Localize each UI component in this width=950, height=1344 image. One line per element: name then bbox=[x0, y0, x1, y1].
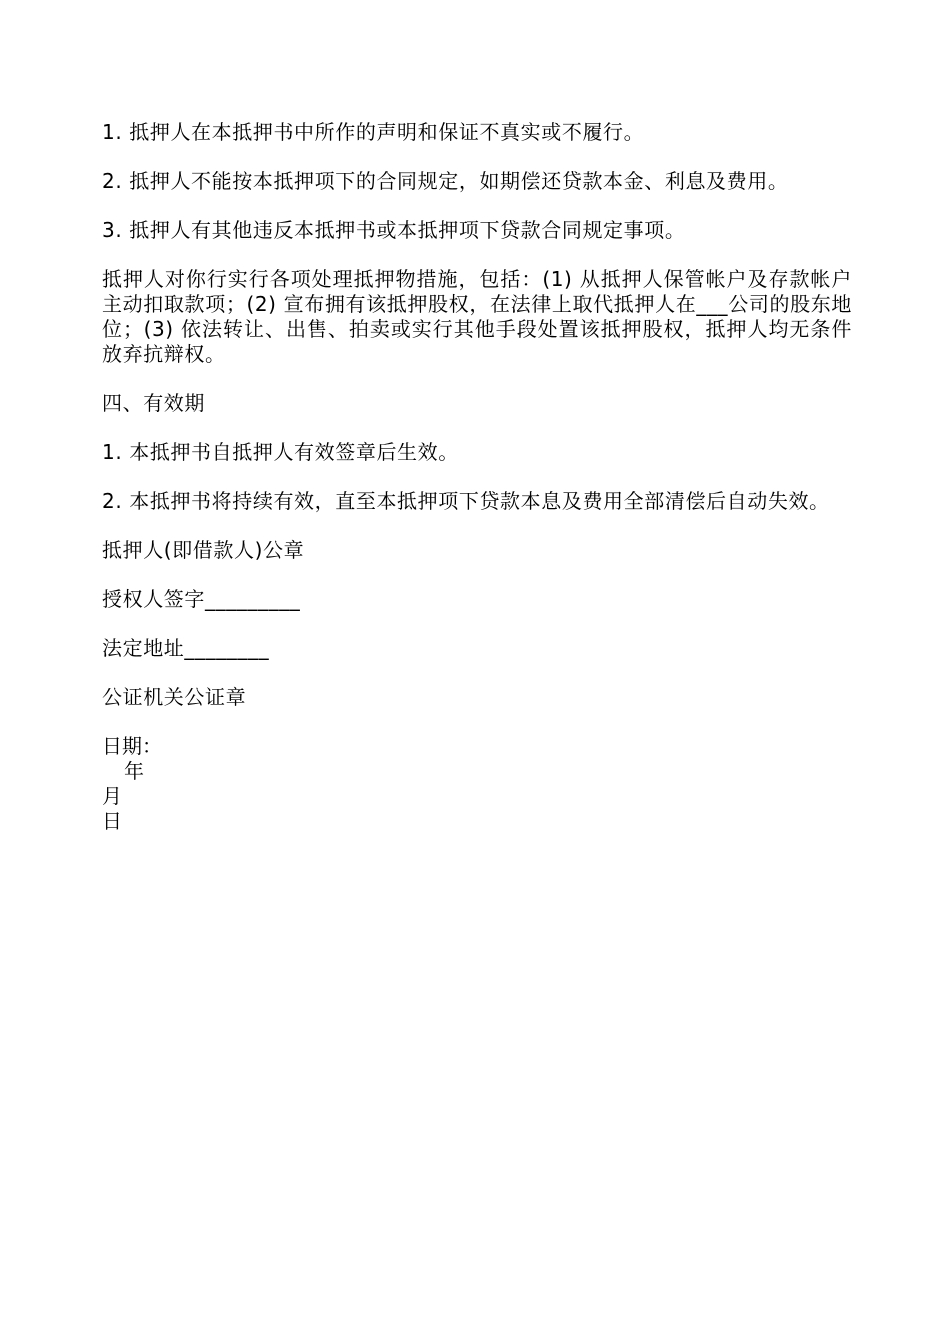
date-label: 日期： bbox=[102, 734, 162, 758]
date-day: 日 bbox=[102, 809, 122, 833]
validity-clause-2: 2. 本抵押书将持续有效，直至本抵押项下贷款本息及费用全部清偿后自动失效。 bbox=[102, 489, 830, 513]
clause-1: 1. 抵押人在本抵押书中所作的声明和保证不真实或不履行。 bbox=[102, 120, 645, 144]
authorized-signature-line: 授权人签字_________ bbox=[102, 587, 301, 611]
date-month: 月 bbox=[102, 784, 122, 808]
notary-seal-line: 公证机关公证章 bbox=[102, 685, 247, 709]
date-block bbox=[102, 734, 852, 834]
section-title-validity: 四、有效期 bbox=[102, 391, 205, 415]
clause-3: 3. 抵押人有其他违反本抵押书或本抵押项下贷款合同规定事项。 bbox=[102, 218, 686, 242]
date-year: 年 bbox=[124, 759, 144, 783]
validity-clause-1: 1. 本抵押书自抵押人有效签章后生效。 bbox=[102, 440, 459, 464]
clause-2: 2. 抵押人不能按本抵押项下的合同规定，如期偿还贷款本金、利息及费用。 bbox=[102, 169, 789, 193]
mortgagor-seal-line: 抵押人(即借款人)公章 bbox=[102, 538, 305, 562]
document-page bbox=[102, 120, 852, 834]
disposal-measures-paragraph: 抵押人对你行实行各项处理抵押物措施，包括：(1) 从抵押人保管帐户及存款帐户主动扣取款项；(2) 宣布拥有该抵押股权，在法律上取代抵押人在___公司的股东地位；(3) 依法转让、出售、拍卖或实行其他手段处置该抵押股权，抵押人均无条件放弃抗辩权。 bbox=[102, 267, 852, 366]
legal-address-line: 法定地址________ bbox=[102, 636, 270, 660]
